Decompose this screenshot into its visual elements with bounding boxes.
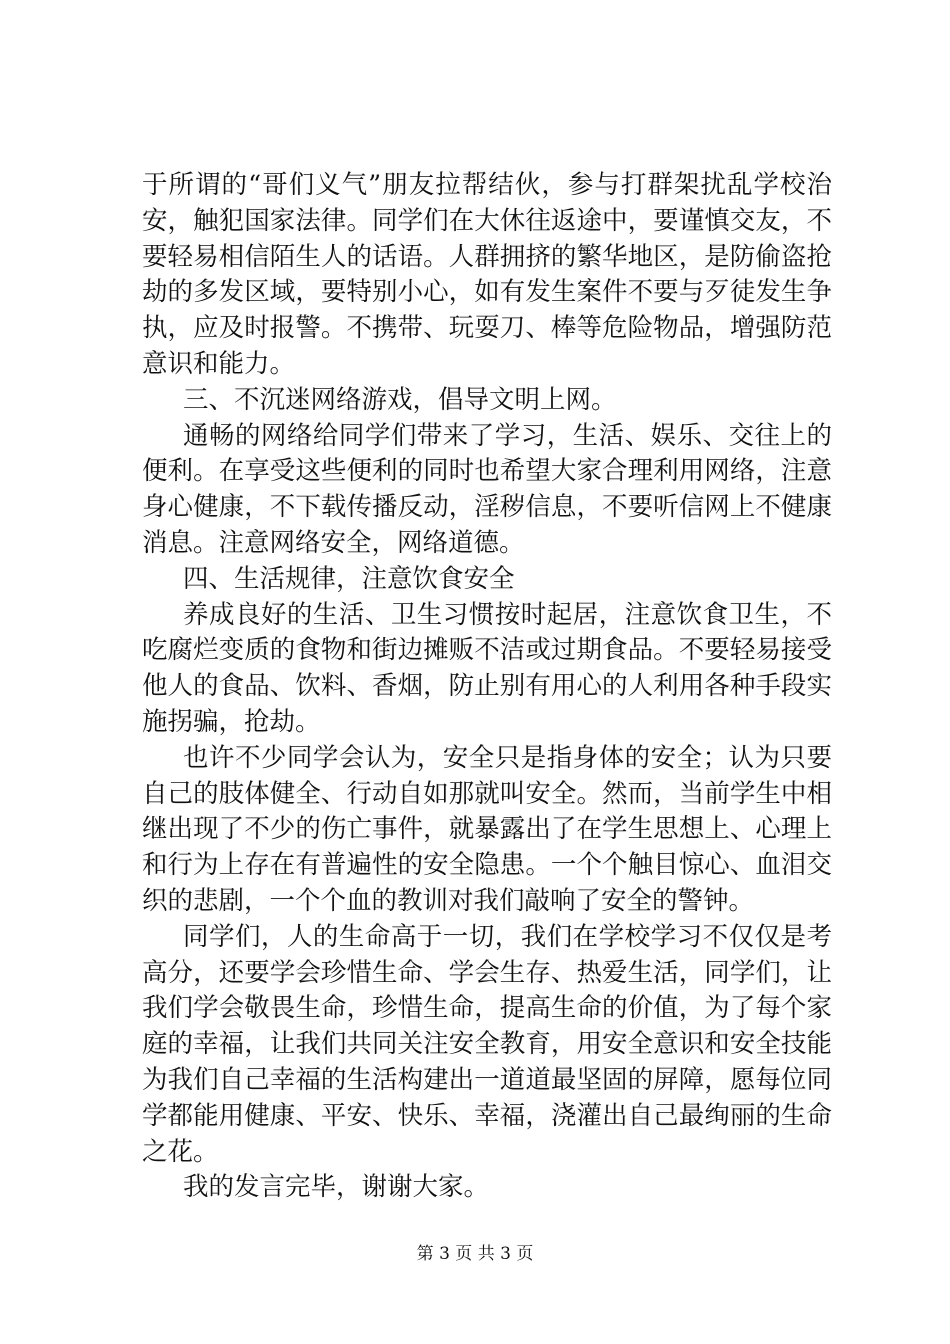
text-line: 和行为上存在有普遍性的安全隐患。一个个触目惊心、血泪交 [142,850,832,881]
text-line: 他人的食品、饮料、香烟，防止别有用心的人利用各种手段实 [142,671,832,702]
text-line: 消息。注意网络安全，网络道德。 [142,527,525,558]
text-line: 我们学会敬畏生命，珍惜生命，提高生命的价值，为了每个家 [142,993,832,1024]
text-line: 吃腐烂变质的食物和街边摊贩不洁或过期食品。不要轻易接受 [142,635,832,666]
text-line: 自己的肢体健全、行动自如那就叫安全。然而，当前学生中相 [142,778,832,809]
text-line: 庭的幸福，让我们共同关注安全教育，用安全意识和安全技能 [142,1029,832,1060]
text-line: 三、不沉迷网络游戏，倡导文明上网。 [183,384,617,415]
document-body [142,168,832,1206]
text-line: 身心健康，不下载传播反动，淫秽信息，不要听信网上不健康 [142,492,832,523]
text-line: 为我们自己幸福的生活构建出一道道最坚固的屏障，愿每位同 [142,1064,832,1095]
text-line: 养成良好的生活、卫生习惯按时起居，注意饮食卫生，不 [183,599,832,630]
text-line: 同学们，人的生命高于一切，我们在学校学习不仅仅是考 [183,921,832,952]
text-line: 学都能用健康、平安、快乐、幸福，浇灌出自己最绚丽的生命 [142,1100,832,1131]
text-line: 施拐骗，抢劫。 [142,706,321,737]
text-line: 安，触犯国家法律。同学们在大休往返途中，要谨慎交友，不 [142,205,832,236]
text-line: 我的发言完毕，谢谢大家。 [183,1172,490,1203]
text-line: 执，应及时报警。不携带、玩耍刀、棒等危险物品，增强防范 [142,313,832,344]
text-line: 于所谓的“哥们义气”朋友拉帮结伙，参与打群架扰乱学校治 [142,170,832,200]
text-line: 继出现了不少的伤亡事件，就暴露出了在学生思想上、心理上 [142,814,832,845]
text-line: 之花。 [142,1136,219,1167]
text-line: 通畅的网络给同学们带来了学习，生活、娱乐、交往上的 [183,420,832,451]
text-line: 四、生活规律，注意饮食安全 [183,563,515,594]
text-line: 劫的多发区域，要特别小心，如有发生案件不要与歹徒发生争 [142,277,832,308]
text-line: 织的悲剧，一个个血的教训对我们敲响了安全的警钟。 [142,885,755,916]
page-footer: 第 3 页 共 3 页 [416,1244,534,1264]
text-line: 要轻易相信陌生人的话语。人群拥挤的繁华地区，是防偷盗抢 [142,241,832,272]
text-line: 意识和能力。 [142,348,296,379]
text-line: 高分，还要学会珍惜生命、学会生存、热爱生活，同学们，让 [142,957,832,988]
text-line: 也许不少同学会认为，安全只是指身体的安全；认为只要 [183,742,832,773]
text-line: 便利。在享受这些便利的同时也希望大家合理利用网络，注意 [142,456,832,487]
